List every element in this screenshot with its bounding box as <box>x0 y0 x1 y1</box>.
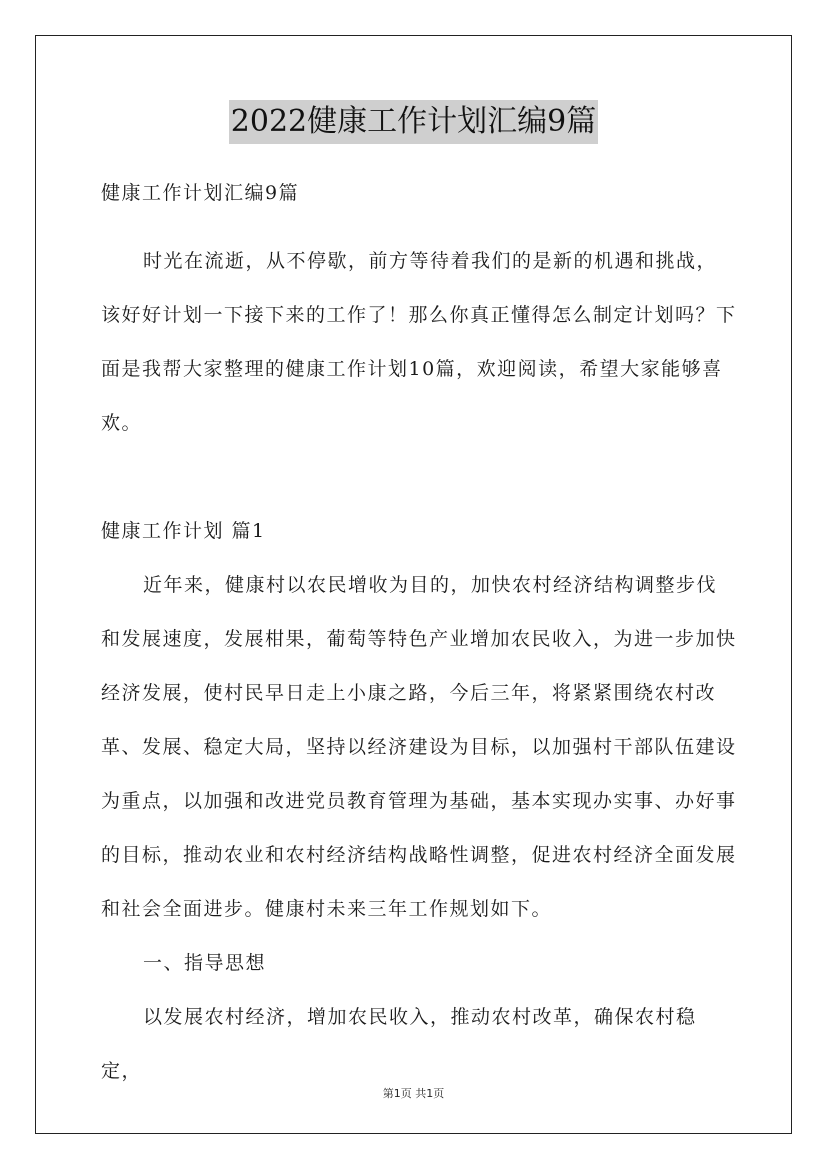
title-block <box>0 100 827 144</box>
body-paragraph: 以发展农村经济，增加农民收入，推动农村改革，确保农村稳定， <box>101 1006 697 1082</box>
intro-paragraph: 时光在流逝，从不停歇，前方等待着我们的是新的机遇和挑战，该好好计划一下接下来的工作了！那么你真正懂得怎么制定计划吗？下面是我帮大家整理的健康工作计划10篇，欢迎阅读，希望大家能够喜欢。 <box>101 250 737 434</box>
document-body <box>101 180 737 1098</box>
document-title: 2022健康工作计划汇编9篇 <box>229 100 598 144</box>
document-subtitle: 健康工作计划汇编9篇 <box>101 182 300 204</box>
item-heading: 一、指导思想 <box>143 952 267 974</box>
section-heading: 健康工作计划 篇1 <box>101 520 266 542</box>
body-paragraph: 近年来，健康村以农民增收为目的，加快农村经济结构调整步伐和发展速度，发展柑果，葡萄等特色产业增加农民收入，为进一步加快经济发展，使村民早日走上小康之路，今后三年，将紧紧围绕农村改革、发展、稳定大局，坚持以经济建设为目标，以加强村干部队伍建设为重点，以加强和改进党员教育管理为基础，基本实现办实事、办好事的目标，推动农业和农村经济结构战略性调整，促进农村经济全面发展和社会全面进步。健康村未来三年工作规划如下。 <box>101 574 737 920</box>
page-number: 第1页 共1页 <box>382 1087 445 1100</box>
blank-line <box>101 450 737 504</box>
page-footer <box>0 1085 827 1101</box>
